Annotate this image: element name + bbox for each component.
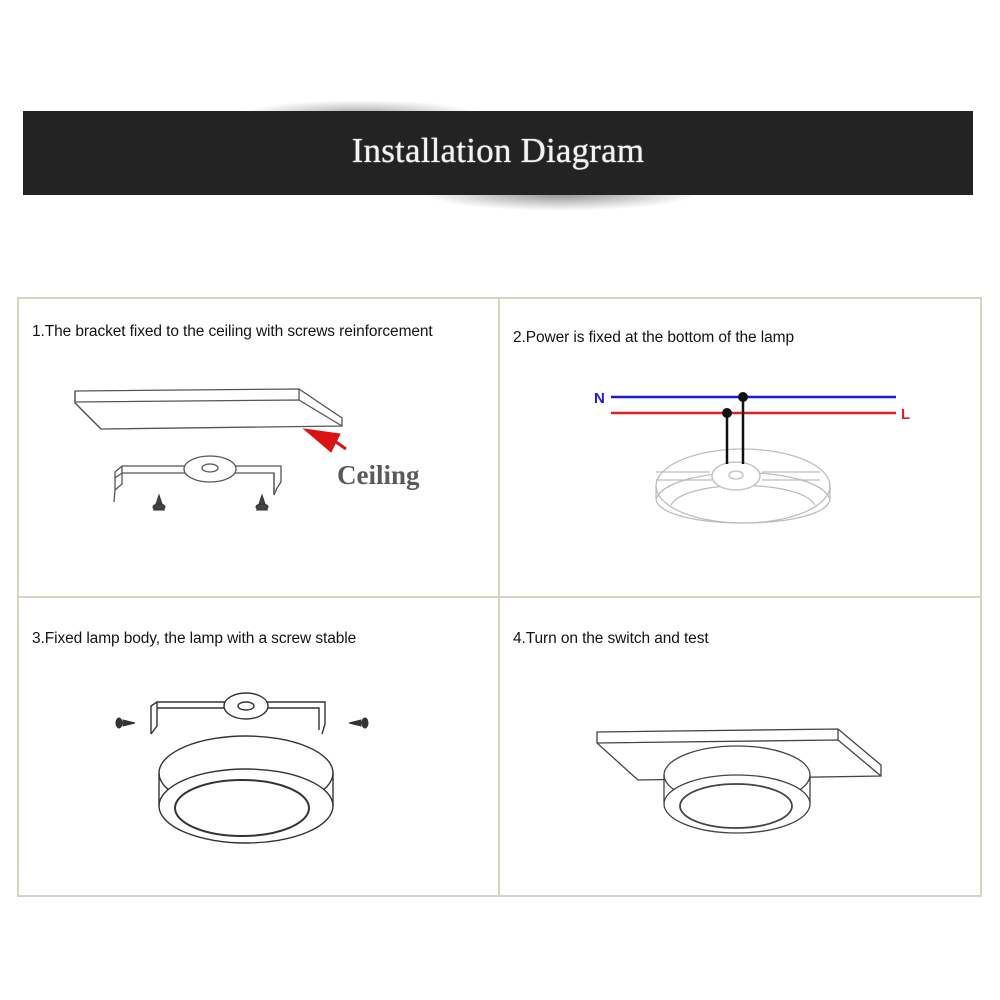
ceiling-label: Ceiling [337, 460, 420, 490]
step-3-caption: 3.Fixed lamp body, the lamp with a screw stable [32, 630, 357, 647]
mounted-lamp-illustration [500, 598, 982, 896]
ceiling-bracket-illustration [19, 299, 498, 596]
screw-icon [153, 495, 268, 510]
step-3-panel [19, 598, 498, 896]
lamp-body-illustration [19, 598, 498, 896]
step-1-caption: 1.The bracket fixed to the ceiling with screws reinforcement [32, 323, 433, 340]
neutral-label: N [594, 390, 605, 407]
step-4-caption: 4.Turn on the switch and test [513, 630, 709, 647]
step-4-panel [500, 598, 982, 896]
step-2-panel [500, 299, 982, 596]
red-arrow-icon [304, 429, 346, 452]
live-label: L [901, 406, 911, 423]
wiring-illustration [500, 299, 982, 596]
banner-shadow-bottom [420, 193, 700, 211]
step-2-caption: 2.Power is fixed at the bottom of the lamp [513, 329, 794, 346]
page-title: Installation Diagram [351, 131, 645, 170]
step-1-panel [19, 299, 498, 596]
title-banner [23, 111, 973, 195]
